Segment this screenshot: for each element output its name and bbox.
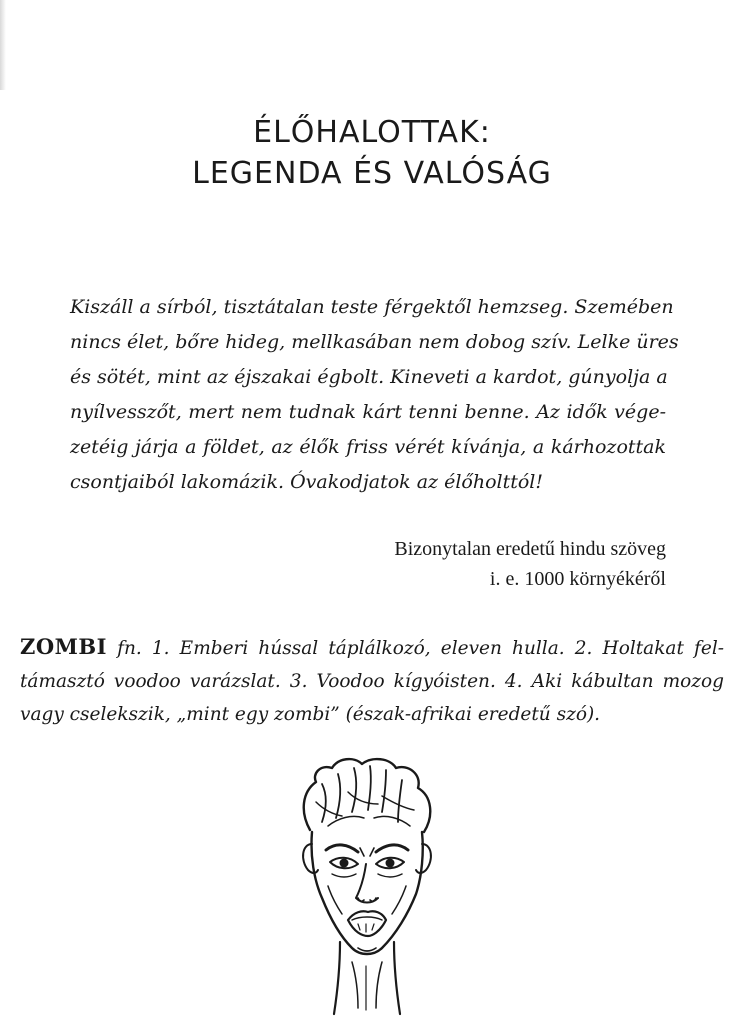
zombi-face-drawing-icon [282,752,452,1022]
epigraph-line: csontjaiból lakomázik. Óvakodjatok az élőholttól! [70,471,544,493]
dictionary-definition [20,630,724,731]
epigraph-line: nyílvesszőt, mert nem tudnak kárt tenni benne. Az idők vége- [70,401,666,423]
page-edge-shadow [0,0,6,90]
definition-line-2: támasztó voodoo varázslat. 3. Voodoo kígyóisten. 4. Aki kábultan mozog [20,671,724,692]
epigraph-line: és sötét, mint az éjszakai égbolt. Kineveti a kardot, gúnyolja a [70,366,668,388]
epigraph-line: Kiszáll a sírból, tisztátalan teste férgektől hemzseg. Szemében [70,296,674,318]
epigraph-line: zetéig járja a földet, az élők friss vérét kívánja, a kárhozottak [70,436,666,458]
epigraph-line: nincs élet, bőre hideg, mellkasában nem dobog szív. Lelke üres [70,331,679,353]
definition-text-1: fn. 1. Emberi hússal táplálkozó, eleven hulla. 2. Holtakat fel- [106,638,724,659]
epigraph-quote [70,290,679,500]
chapter-title-line-2: LEGENDA ÉS VALÓSÁG [192,156,552,191]
chapter-title-line-1: ÉLŐHALOTTAK: [253,115,491,150]
epigraph-source [300,534,666,594]
definition-line-3: vagy cselekszik, „mint egy zombi” (észak-afrikai eredetű szó). [20,704,601,725]
chapter-title [0,112,744,194]
definition-line-1 [20,630,724,665]
source-line-1: Bizonytalan eredetű hindu szöveg [394,538,666,560]
definition-headword: ZOMBI [20,634,107,659]
source-line-2: i. e. 1000 környékéről [489,568,666,590]
